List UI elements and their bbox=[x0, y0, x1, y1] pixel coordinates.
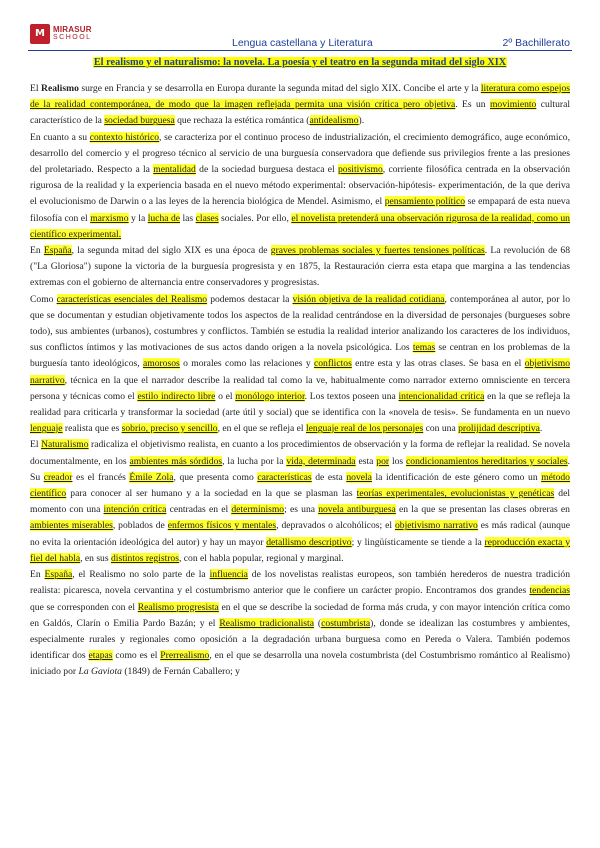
highlighted-text: novela antiburguesa bbox=[318, 504, 396, 516]
highlighted-text: marxismo bbox=[90, 212, 129, 224]
paragraph bbox=[30, 81, 570, 130]
highlighted-text: prolijidad descriptiva bbox=[458, 423, 540, 435]
logo-sub: SCHOOL bbox=[53, 34, 92, 41]
highlighted-text: ambientes más sórdidos bbox=[129, 455, 223, 467]
text-run: . Su bbox=[30, 455, 570, 483]
highlighted-text: lucha de bbox=[147, 212, 181, 224]
text-run: en el que se describe la sociedad de forma más cruda, y con mayor intención crítica como en Galdós, Clarín o Emilia Pardo Bazán; y el bbox=[30, 601, 571, 629]
paragraph bbox=[30, 292, 570, 438]
highlighted-text: ambientes miserables bbox=[30, 520, 113, 532]
highlighted-text: España bbox=[43, 245, 72, 257]
highlighted-text: temas bbox=[412, 342, 436, 354]
text-run: , en sus bbox=[80, 552, 111, 564]
text-run: con una bbox=[423, 423, 459, 435]
highlighted-text: visión objetiva de la realidad cotidiana bbox=[292, 293, 445, 305]
highlighted-text: lenguaje real de los personajes bbox=[306, 423, 424, 435]
highlighted-text: costumbrista bbox=[321, 617, 371, 629]
text-run: . Es un bbox=[455, 99, 490, 111]
text-run: (1849) de Fernán Caballero; y bbox=[121, 666, 240, 678]
text-run: , corriente filosófica centrada en la observación rigurosa de la realidad y la experiencia basada en el nuevo método experimental: observación-hipótesis- experimentación, de la que deriva el evolucionismo de Darwin o a las leyes de la herencia biológica de Mendel. Asimismo, el bbox=[30, 164, 570, 208]
logo-name: MIRASUR bbox=[53, 25, 92, 34]
highlighted-text: por bbox=[376, 455, 390, 467]
highlighted-text: sociedad burguesa bbox=[104, 115, 175, 127]
highlighted-text: pensamiento político bbox=[384, 196, 466, 208]
header-course: 2º Bachillerato bbox=[502, 37, 570, 49]
highlighted-text: intención crítica bbox=[103, 504, 167, 516]
highlighted-text: Naturalismo bbox=[41, 439, 89, 451]
text-run: de esta bbox=[311, 471, 347, 483]
text-run: cultural característico de la bbox=[30, 99, 571, 127]
text-run: , en el que se desarrolla una novela costumbrista (del Costumbrismo romántico al Realismo) iniciado por bbox=[30, 650, 571, 678]
highlighted-text: Realismo tradicionalista bbox=[219, 617, 314, 629]
highlighted-text: positivismo bbox=[337, 164, 383, 176]
paragraph bbox=[30, 567, 570, 680]
text-run: esta bbox=[355, 455, 377, 467]
text-run: . bbox=[539, 423, 543, 435]
text-run: del momento con una bbox=[30, 488, 570, 516]
text-run: ; es una bbox=[284, 504, 319, 516]
text-run: se empapará de esta nueva filosofía con el bbox=[30, 196, 570, 224]
highlighted-text: objetivismo narrativo bbox=[30, 358, 571, 386]
text-run: de la sociedad burguesa destaca el bbox=[195, 164, 338, 176]
text-run: es el francés bbox=[72, 471, 130, 483]
highlighted-text: el novelista pretenderá una observación rigurosa de la realidad, como un científico experimental. bbox=[30, 212, 570, 240]
text-run: En cuanto a su bbox=[30, 131, 90, 143]
text-run: sociales. Por ello, bbox=[218, 212, 292, 224]
text-run: El bbox=[30, 83, 42, 94]
text-run: para conocer al ser humano y a la sociedad en la que se plasman las bbox=[66, 488, 357, 500]
text-run: de los novelistas realistas europeos, son también herederos de nuestra tradición realista: picaresca, novela cervantina y el costumbrismo anterior que le confiere un carácter propio. Encontramos dos grandes bbox=[30, 569, 570, 597]
text-run: , poblados de bbox=[112, 520, 168, 532]
bold-text: Realismo bbox=[41, 83, 79, 94]
highlighted-text: mentalidad bbox=[153, 164, 196, 176]
highlighted-text: graves problemas sociales y fuertes tensiones políticas bbox=[270, 245, 485, 257]
highlighted-text: características esenciales del Realismo bbox=[56, 293, 208, 305]
text-run: es más radical (aunque no evita la orientación ideológica del autor) y hay un mayor bbox=[30, 520, 570, 548]
text-run: realista que es bbox=[62, 423, 122, 435]
text-run: que rechaza la estética romántica ( bbox=[174, 115, 310, 127]
text-run: , contemporánea al autor, por lo que se documentan y estudian objetivamente todos los aspectos de la realidad centrándose en la diversidad de personajes (burgueses sobre todo), sus ambientes (urbanos), costumbres y conflictos. También se estudia la realidad interior analizando los caracteres de los individuos, sus conflictos íntimos y las motivaciones de sus actos dando origen a la novela psicológica. Los bbox=[30, 293, 570, 354]
text-run: En bbox=[30, 245, 44, 257]
school-logo bbox=[30, 24, 94, 46]
text-run: y la bbox=[128, 212, 148, 224]
paragraph bbox=[30, 243, 570, 292]
text-run: que se corresponden con el bbox=[30, 601, 138, 613]
paragraph bbox=[30, 437, 570, 567]
highlighted-text: amorosos bbox=[142, 358, 180, 370]
highlighted-text: Realismo progresista bbox=[137, 601, 219, 613]
header-divider bbox=[28, 50, 572, 51]
text-run: ). bbox=[358, 115, 365, 127]
text-run: Como bbox=[30, 293, 57, 305]
text-run: los bbox=[389, 455, 407, 467]
text-run: . La revolución de 68 ("La Gloriosa") supone la victoria de la burguesía progresista y en 1875, la Restauración cierra esta etapa que margina a las tendencias extremas con el gobierno de alternancia entre conservadores y progresistas. bbox=[30, 245, 570, 289]
text-run: surge en Francia y se desarrolla en Europa durante la segunda mitad del siglo XIX. Concibe el arte y la bbox=[78, 83, 481, 94]
text-run: ), donde se idealizan las costumbres y ambientes, especialmente rurales y regionales como oposición a la degradación urbana burguesa como en Pereda o Valera. También podemos identificar dos bbox=[30, 617, 571, 662]
highlighted-text: condicionamientos hereditarios y sociales bbox=[406, 455, 568, 467]
text-run: centradas en el bbox=[166, 504, 232, 516]
highlighted-text: creador bbox=[43, 471, 73, 483]
highlighted-text: método científico bbox=[30, 471, 570, 500]
text-run: , en el que se refleja el bbox=[217, 423, 306, 435]
highlighted-text: contexto histórico bbox=[89, 131, 160, 143]
highlighted-text: movimiento bbox=[489, 99, 537, 111]
text-run: , el Realismo no solo parte de la bbox=[72, 569, 210, 581]
text-run: , técnica en la que el narrador describe la realidad tal como la ve, habitualmente como narrador externo omnisciente en tercera persona y técnicas como el bbox=[30, 374, 570, 402]
text-run: ( bbox=[313, 617, 322, 629]
highlighted-text: monólogo interior bbox=[235, 390, 305, 402]
highlighted-text: teorías experimentales, evolucionistas y genéticas bbox=[356, 488, 555, 500]
text-run: o el bbox=[215, 390, 236, 402]
highlighted-text: sobrio, preciso y sencillo bbox=[121, 423, 218, 435]
text-run: En bbox=[30, 569, 45, 581]
highlighted-text: antidealismo bbox=[309, 115, 359, 127]
highlighted-text: intencionalidad crítica bbox=[398, 390, 485, 402]
highlighted-text: novela bbox=[346, 471, 372, 483]
text-run: radicaliza el objetivismo realista, en cuanto a los procedimientos de observación y la forma de reflejar la realidad. Se novela documentalmente, en los bbox=[30, 439, 570, 467]
highlighted-text: lenguaje bbox=[30, 423, 63, 435]
highlighted-text: literatura como espejos de la realidad contemporánea, de modo que la imagen reflejada permita una visión crítica pero objetiva bbox=[30, 83, 570, 111]
text-run: podemos destacar la bbox=[207, 293, 293, 305]
highlighted-text: características bbox=[257, 471, 312, 483]
text-run: o morales como las relaciones y bbox=[179, 358, 314, 370]
logo-mark: M bbox=[30, 24, 50, 44]
text-run: , se caracteriza por el continuo proceso de industrialización, el crecimiento demográfico, auge económico, desarrollo del comercio y el progreso técnico al servicio de una burguesía conservadora que defiende sus privilegios frente a las presiones del proletariado. Respecto a la bbox=[30, 131, 570, 176]
text-run: como es el bbox=[112, 650, 161, 662]
document-title: El realismo y el naturalismo: la novela. La poesía y el teatro en la segunda mitad del siglo XIX bbox=[93, 57, 507, 68]
italic-text: La Gaviota bbox=[78, 666, 122, 678]
text-run: , que presenta como bbox=[173, 471, 258, 483]
highlighted-text: enfermos físicos y mentales bbox=[167, 520, 277, 532]
highlighted-text: objetivismo narrativo bbox=[394, 520, 478, 532]
text-run: en la que se refleja la realidad para criticarla y transformar la sociedad (arte útil y social) que se identifica con la «novela de tesis». Se fundamenta en un nuevo bbox=[30, 390, 570, 419]
document-body bbox=[30, 81, 570, 681]
highlighted-text: etapas bbox=[88, 650, 113, 662]
text-run: entre esta y las otras clases. Se basa en el bbox=[351, 358, 525, 370]
text-run: , con el habla popular, regional y marginal. bbox=[178, 552, 344, 564]
text-run: las bbox=[180, 212, 196, 224]
highlighted-text: estilo indirecto libre bbox=[137, 390, 216, 402]
text-run: , la lucha por la bbox=[222, 455, 287, 467]
highlighted-text: tendencias bbox=[529, 585, 570, 597]
document-title-wrap bbox=[0, 52, 600, 70]
text-run: , depravados o alcohólicos; el bbox=[276, 520, 395, 532]
text-run: ; y lingüísticamente se tiende a la bbox=[351, 536, 485, 548]
text-run: se centran en los problemas de la burguesía tanto ideológicos, bbox=[30, 342, 570, 370]
highlighted-text: distintos registros bbox=[111, 552, 179, 564]
highlighted-text: conflictos bbox=[313, 358, 352, 370]
header-subject: Lengua castellana y Literatura bbox=[232, 37, 373, 49]
highlighted-text: Émile Zola bbox=[129, 471, 174, 483]
highlighted-text: Prerrealismo bbox=[160, 650, 210, 662]
highlighted-text: vida, determinada bbox=[286, 455, 356, 467]
highlighted-text: influencia bbox=[209, 569, 248, 581]
highlighted-text: clases bbox=[195, 212, 219, 224]
text-run: El bbox=[30, 439, 42, 451]
text-run: . Los textos poseen una bbox=[304, 390, 399, 402]
text-run: la identificación de este género como un bbox=[371, 471, 542, 483]
paragraph bbox=[30, 130, 570, 243]
highlighted-text: determinismo bbox=[231, 504, 285, 516]
highlighted-text: España bbox=[44, 569, 73, 581]
highlighted-text: detallismo descriptivo bbox=[266, 536, 352, 548]
highlighted-text: reproducción exacta y fiel del habla bbox=[30, 536, 570, 564]
text-run: en la que se presentan las clases obreras en bbox=[395, 504, 570, 516]
text-run: , la segunda mitad del siglo XIX es una época de bbox=[71, 245, 271, 257]
